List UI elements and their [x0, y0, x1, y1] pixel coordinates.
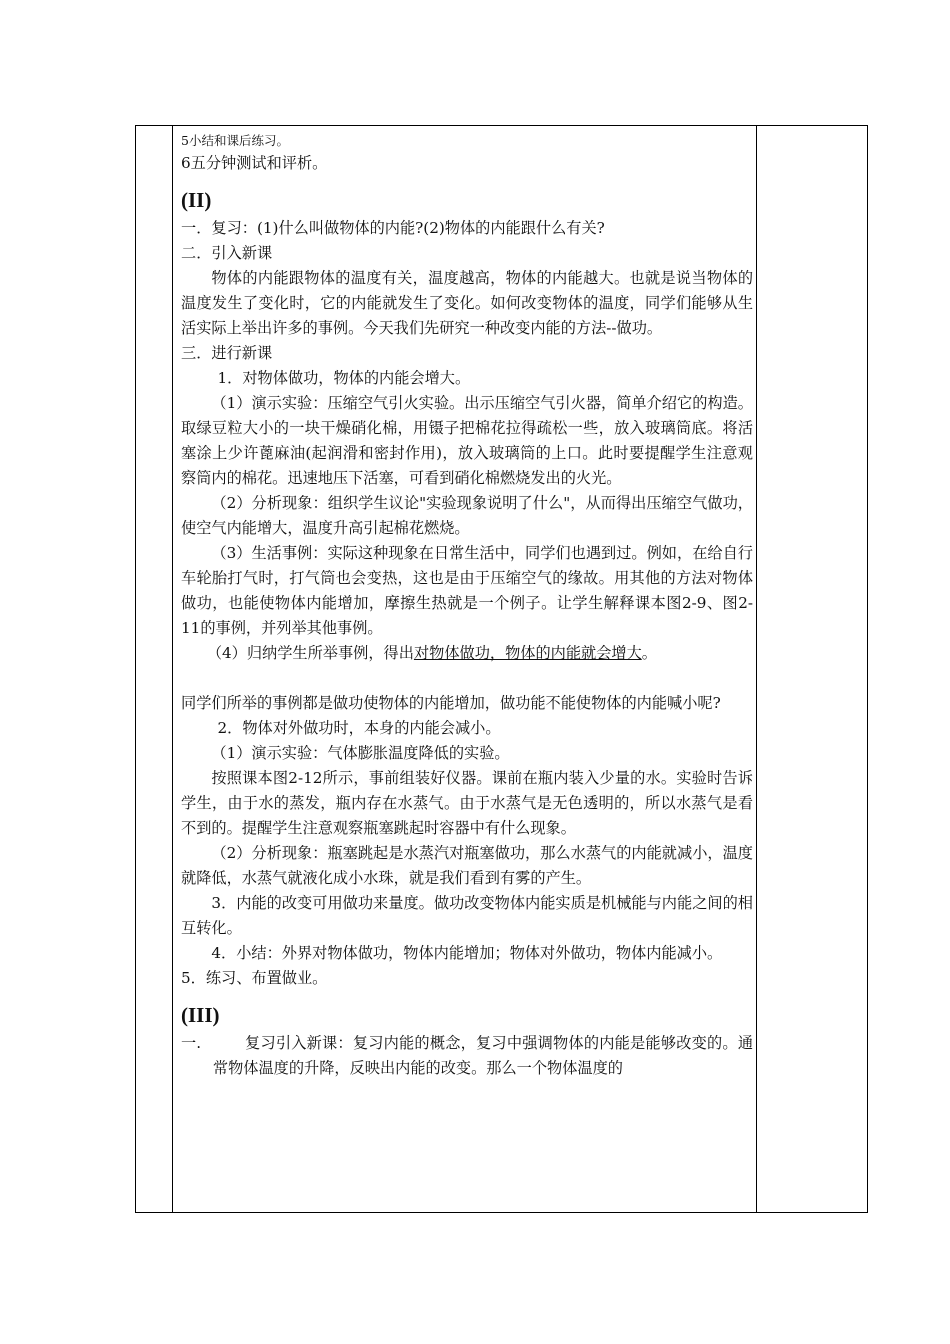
paragraph: 物体的内能跟物体的温度有关，温度越高，物体的内能越大。也就是说当物体的温度发生了变化时，它的内能就发生了变化。如何改变物体的温度，同学们能够从生活实际上举出许多的事例。今天我们先研究一种改变内能的方法--做功。: [181, 269, 753, 337]
text-span: （4）归纳学生所举事例，得出: [206, 644, 414, 662]
paragraph: [181, 1031, 753, 1081]
text-span: 复习引入新课：复习内能的概念，复习中强调物体的内能是能够改变的。通常物体温度的升降，反映出内能的改变。那么一个物体温度的: [212, 1034, 753, 1077]
paragraph: （2）分析现象：瓶塞跳起是水蒸汽对瓶塞做功，那么水蒸气的内能就减小，温度就降低，水蒸气就液化成小水珠，就是我们看到有雾的产生。: [181, 844, 753, 887]
paragraph: 二．引入新课: [181, 244, 273, 262]
list-number: 一.: [181, 1034, 202, 1052]
paragraph: （2）分析现象：组织学生议论"实验现象说明了什么"，从而得出压缩空气做功，使空气内能增大，温度升高引起棉花燃烧。: [181, 494, 753, 537]
text-span: 。: [641, 644, 657, 662]
blank-line: [181, 666, 753, 691]
underlined-conclusion: 对物体做功，物体的内能就会增大: [413, 644, 642, 662]
column-divider-left: [172, 126, 173, 1212]
paragraph: 3．内能的改变可用做功来量度。做功改变物体内能实质是机械能与内能之间的相互转化。: [181, 894, 753, 937]
section-heading-2: (II): [181, 188, 212, 212]
paragraph: 5．练习、布置做业。: [181, 969, 328, 987]
paragraph: （1）演示实验：气体膨胀温度降低的实验。: [211, 744, 510, 762]
column-divider-right: [756, 126, 757, 1212]
paragraph: 2．物体对外做功时，本身的内能会减小。: [217, 719, 501, 737]
lesson-table: [135, 125, 868, 1213]
paragraph: 一．复习：(1)什么叫做物体的内能?(2)物体的内能跟什么有关?: [181, 219, 605, 237]
paragraph: 4．小结：外界对物体做功，物体内能增加；物体对外做功，物体内能减小。: [211, 944, 723, 962]
text-line: 5小结和课后练习。: [181, 133, 289, 148]
lesson-content: [181, 130, 753, 1081]
paragraph: [181, 641, 753, 666]
paragraph: 按照课本图2-12所示，事前组装好仪器。课前在瓶内装入少量的水。实验时告诉学生，由于水的蒸发，瓶内存在水蒸气。由于水蒸气是无色透明的，所以水蒸气是看不到的。提醒学生注意观察瓶塞跳起时容器中有什么现象。: [181, 769, 753, 837]
section-heading-3: (III): [181, 1003, 220, 1027]
paragraph: 三．进行新课: [181, 344, 273, 362]
paragraph: 同学们所举的事例都是做功使物体的内能增加，做功能不能使物体的内能喊小呢?: [181, 694, 721, 712]
paragraph: （3）生活事例：实际这种现象在日常生活中，同学们也遇到过。例如，在给自行车轮胎打气时，打气筒也会变热，这也是由于压缩空气的缘故。用其他的方法对物体做功，也能使物体内能增加，摩擦生热就是一个例子。让学生解释课本图2-9、图2-11的事例，并列举其他事例。: [181, 544, 753, 637]
text-line: 6五分钟测试和评析。: [181, 154, 328, 172]
paragraph: （1）演示实验：压缩空气引火实验。出示压缩空气引火器，简单介绍它的构造。取绿豆粒大小的一块干燥硝化棉，用镊子把棉花拉得疏松一些，放入玻璃筒底。将活塞涂上少许蓖麻油(起润滑和密封作用)，放入玻璃筒的上口。此时要提醒学生注意观察筒内的棉花。迅速地压下活塞，可看到硝化棉燃烧发出的火光。: [181, 394, 753, 487]
paragraph: 1．对物体做功，物体的内能会增大。: [217, 369, 471, 387]
